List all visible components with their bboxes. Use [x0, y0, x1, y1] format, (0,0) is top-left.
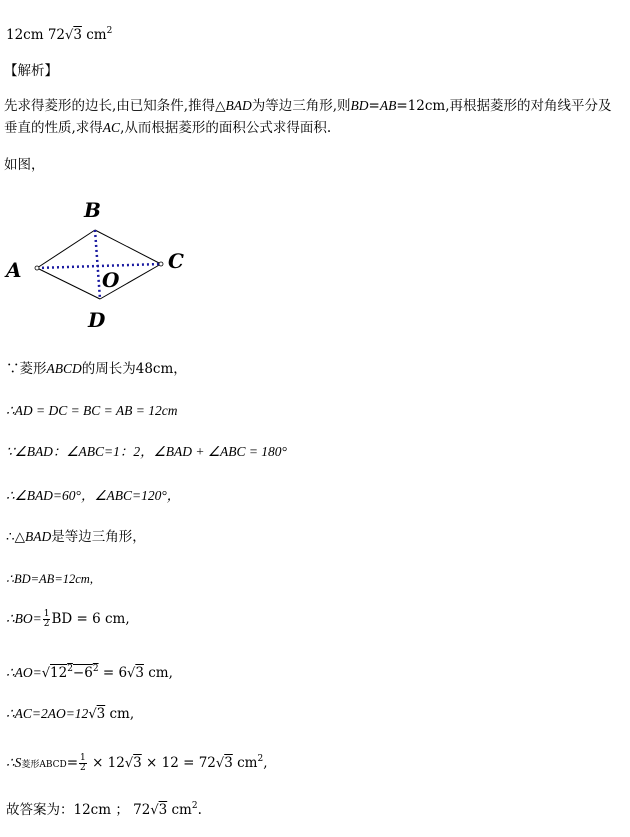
sqrt-symbol: √ [150, 803, 159, 818]
final-root3: 3 [158, 802, 168, 818]
sqrt-symbol: √ [41, 666, 50, 681]
step-7-text-b: BD = 6 cm, [51, 611, 130, 627]
analysis-text-4: ,再根据菱形的对角线平分及垂直的性质,求得 [4, 98, 612, 136]
step-1-text-a: ∵菱形 [6, 361, 47, 377]
diagonal-ac [37, 264, 161, 268]
answer-root: 3 [73, 27, 82, 43]
answer-line [6, 22, 112, 45]
step-7 [6, 610, 130, 629]
step-8-minus: −6 [72, 665, 93, 681]
vertex-a-point [35, 266, 39, 270]
analysis-paragraph [4, 95, 620, 139]
step-1-abcd: ABCD [46, 361, 82, 376]
label-c: C [168, 249, 184, 273]
step-8-text-a: ∴AO= [6, 665, 42, 680]
analysis-text-2: 为等边三角形,则 [251, 98, 351, 114]
sqrt-symbol: √ [215, 756, 225, 771]
step-9 [6, 705, 134, 724]
step-8-root3: 3 [135, 665, 144, 681]
step-7-text-a: ∴BO= [6, 611, 42, 626]
analysis-ac: AC [102, 120, 121, 135]
answer-text-b: cm [81, 27, 107, 43]
sqrt-symbol: √ [127, 666, 136, 681]
step-10-root3b: 3 [224, 755, 233, 771]
step-10 [6, 750, 267, 774]
answer-text-a: 12cm 72 [6, 27, 66, 43]
analysis-bad: BAD [225, 98, 252, 113]
analysis-text-3: =12cm [396, 98, 446, 114]
label-d: D [88, 308, 106, 332]
vertex-c-point [159, 262, 163, 266]
edge-da [37, 268, 100, 299]
step-8-exp2: 2 [92, 664, 99, 674]
step-3: ∵∠BAD：∠ABC=1：2，∠BAD + ∠ABC = 180° [6, 444, 287, 459]
step-6: ∴BD=AB=12cm, [6, 572, 93, 586]
step-9-root3: 3 [96, 706, 106, 722]
step-5 [6, 528, 146, 546]
frac-den: 2 [43, 619, 50, 629]
step-8 [6, 660, 173, 683]
fraction-half [79, 754, 87, 773]
final-text-c: . [197, 802, 202, 818]
step-1 [6, 360, 187, 378]
step-10-text-e: , [263, 755, 268, 771]
frac-den: 2 [80, 763, 86, 773]
as-figure-label: 如图， [4, 157, 45, 173]
label-o: O [102, 268, 120, 292]
frac-num: 1 [43, 609, 50, 619]
answer-exp: 2 [106, 26, 113, 36]
step-1-text-b: 的周长为48cm， [81, 361, 187, 377]
triangle-symbol: △ [215, 98, 226, 114]
step-10-eq: = [66, 755, 79, 771]
step-8-text-b: = 6 [98, 665, 128, 681]
section-title: 【解析】 [4, 63, 58, 79]
step-8-root: 12 [50, 665, 68, 681]
label-b: B [84, 198, 101, 222]
step-8-radicand [50, 665, 99, 681]
frac-num: 1 [80, 753, 86, 763]
step-10-text-c: × 12 = 72 [141, 755, 216, 771]
edge-ab [37, 230, 95, 268]
analysis-eq: = [368, 98, 380, 114]
final-exp: 2 [191, 801, 198, 811]
sqrt-symbol: √ [88, 707, 97, 722]
final-text-b: cm [167, 802, 192, 818]
analysis-ab: AB [379, 98, 397, 113]
step-5-text-b: 是等边三角形， [51, 529, 146, 545]
step-10-text-b: × 12 [87, 755, 125, 771]
final-answer [6, 797, 202, 820]
step-10-root3a: 3 [133, 755, 142, 771]
step-2: ∴AD = DC = BC = AB = 12cm [6, 403, 178, 418]
step-5-text-a: ∴△ [6, 529, 25, 545]
final-text-a: 故答案为：12cm ； 72 [6, 802, 151, 818]
step-8-text-c: cm, [143, 665, 173, 681]
label-a: A [6, 258, 22, 282]
step-10-text-d: cm [232, 755, 258, 771]
step-5-bad: BAD [24, 529, 52, 544]
step-8-exp1: 2 [67, 664, 73, 674]
analysis-bd: BD [350, 98, 369, 113]
rhombus-figure [0, 190, 220, 340]
diagonal-bd [95, 230, 100, 299]
step-10-exp: 2 [257, 754, 264, 764]
fraction-half [43, 610, 51, 629]
step-9-text-a: ∴AC=2AO=12 [6, 706, 89, 721]
edge-bc [95, 230, 161, 264]
step-4: ∴∠BAD=60°，∠ABC=120°， [6, 488, 181, 503]
step-9-text-b: cm, [105, 706, 135, 722]
step-10-subscript: 菱形ABCD [21, 760, 67, 770]
analysis-text-1: 先求得菱形的边长,由已知条件,推得 [4, 98, 216, 114]
analysis-text-5: ,从而根据菱形的面积公式求得面积. [120, 120, 332, 136]
sqrt-symbol: √ [124, 756, 134, 771]
step-10-text-a: ∴S [6, 755, 22, 770]
sqrt-symbol: √ [65, 28, 74, 43]
